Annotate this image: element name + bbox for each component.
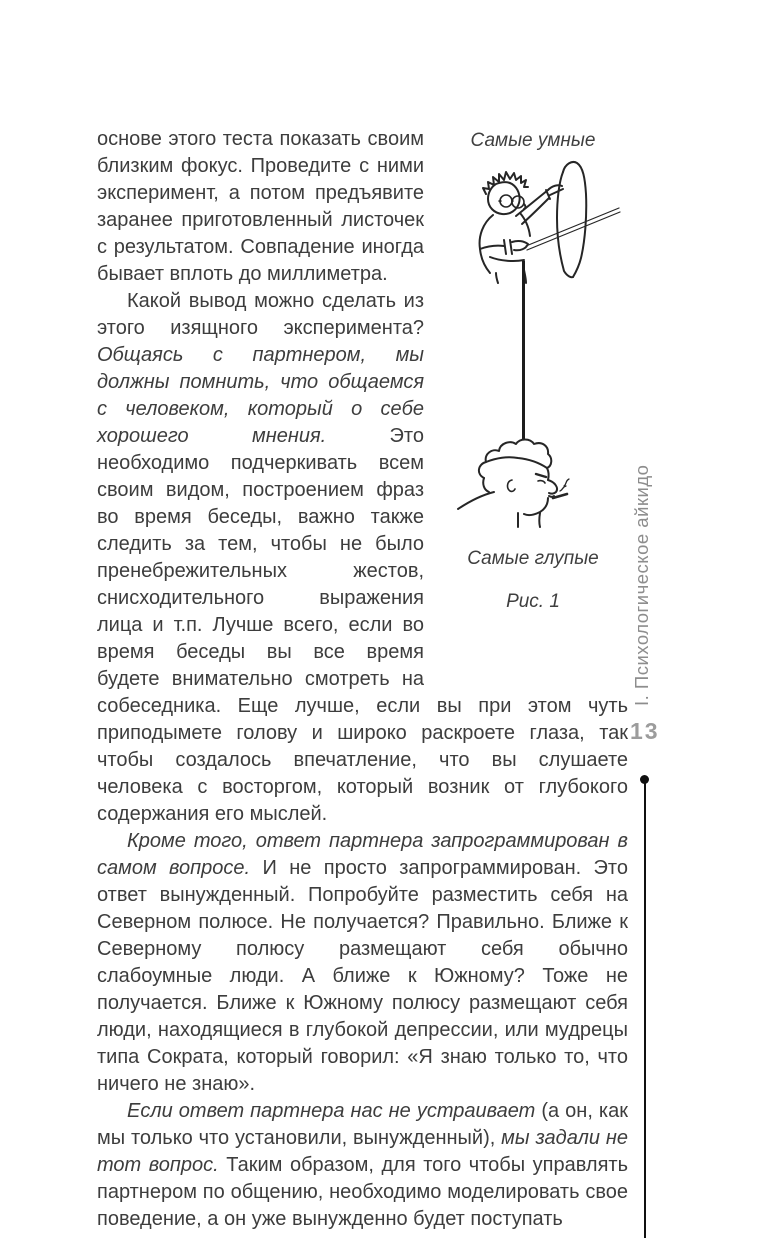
figure-bottom-label: Самые глупые — [467, 548, 599, 569]
smartest-person-sketch-icon — [466, 156, 624, 284]
chapter-side-header: I. Психологическое айкидо — [631, 464, 652, 706]
face-sketch — [458, 440, 569, 528]
figure-connector-line — [522, 261, 525, 439]
italic-text-run: Общаясь с партнером, мы должны помнить, что общаемся с человеком, который о себе хорошего мнения. — [97, 344, 424, 447]
paragraph — [97, 828, 628, 1098]
man-sketch — [480, 172, 620, 283]
margin-vertical-rule — [644, 781, 646, 1238]
figure-1 — [438, 126, 628, 666]
text-run: Это необходимо подчеркивать всем своим видом, построением фраз во время беседы, важно также следить за тем, чтобы не было пренебрежительных жестов, снисходительного выражения лица и т.п. Лучше всего, если во время беседы вы все время будете внимательно смотреть на собеседника. Еще лучше, если вы при этом чуть приподымете голову и широко раскроете глаза, так чтобы создалось впечатление, что вы слушаете человека с восторгом, который возник от глубокого содержания его мыслей. — [97, 425, 628, 825]
dumbest-person-sketch-icon — [456, 434, 572, 528]
figure-caption: Рис. 1 — [506, 591, 560, 612]
figure-top-label: Самые умные — [470, 130, 596, 151]
page-number: 13 — [630, 718, 660, 744]
text-run: основе этого теста показать своим близким фокус. Проведите с ними эксперимент, а потом предъявите заранее приготовленный листочек с результатом. Совпадение иногда бывает вплоть до миллиметра. — [97, 128, 424, 285]
italic-text-run: мы задали не тот вопрос. — [97, 1127, 628, 1176]
text-column — [97, 126, 628, 1233]
paragraph — [97, 1098, 628, 1233]
pole-shape — [557, 162, 586, 277]
italic-text-run: Если ответ партнера нас не устраивает — [127, 1100, 536, 1122]
italic-text-run: Кроме того, ответ партнера запрограммирован в самом вопросе. — [97, 830, 628, 879]
text-run: (а он, как мы только что установили, вынужденный), — [97, 1100, 628, 1149]
text-run: Таким образом, для того чтобы управлять партнером по общению, необходимо моделировать свое поведение, а он уже вынужденно будет поступать — [97, 1154, 628, 1230]
text-run: И не просто запрограммирован. Это ответ вынужденный. Попробуйте разместить себя на Северном полюсе. Не получается? Правильно. Ближе к Северному полюсу размещают себя обычно слабоумные люди. А ближе к Южному? Тоже не получается. Ближе к Южному полюсу размещают себя люди, находящиеся в глубокой депрессии, или мудрецы типа Сократа, который говорил: «Я знаю только то, что ничего не знаю». — [97, 857, 628, 1095]
text-run: Какой вывод можно сделать из этого изящного эксперимента? — [97, 290, 424, 339]
